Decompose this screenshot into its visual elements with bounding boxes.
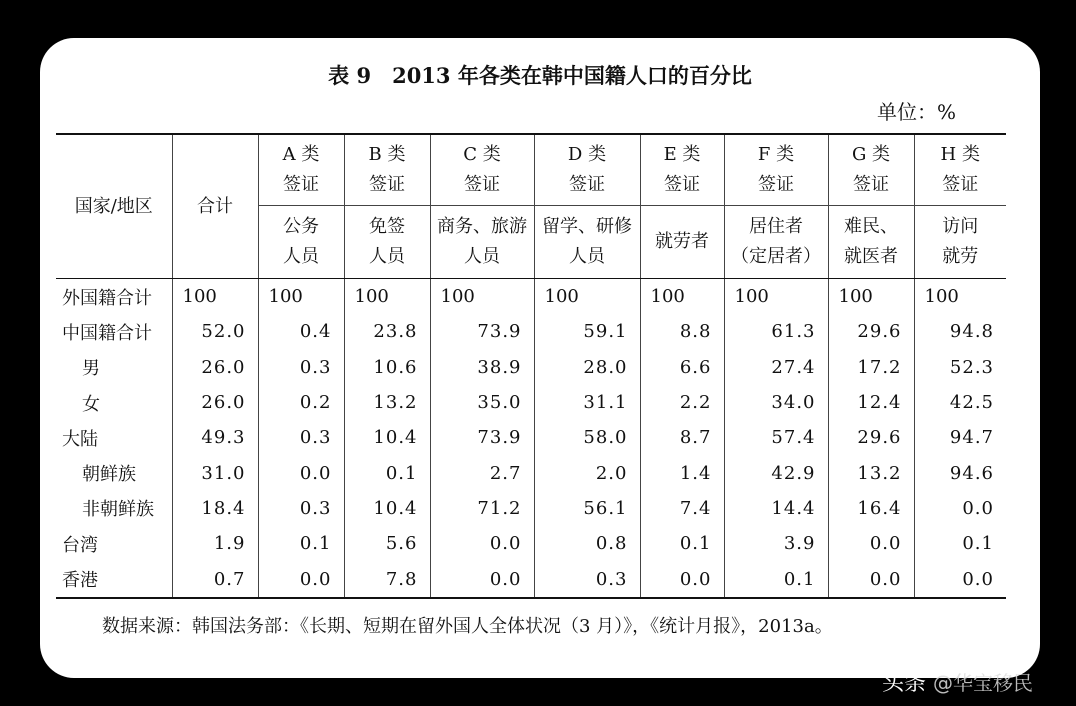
header-visa-d: D 类 签证 [534,134,640,206]
table-cell: 18.4 [172,491,258,526]
table-cell: 0.3 [258,491,344,526]
table-cell: 0.1 [258,526,344,561]
table-cell: 58.0 [534,420,640,455]
table-cell: 6.6 [640,350,724,385]
table-cell: 71.2 [430,491,534,526]
table-cell: 100 [640,279,724,315]
table-cell: 0.4 [258,314,344,349]
table-cell: 0.3 [534,561,640,597]
table-cell: 0.1 [344,455,430,490]
table-cell: 31.1 [534,385,640,420]
table-cell: 29.6 [828,420,914,455]
table-cell: 0.2 [258,385,344,420]
table-cell: 100 [724,279,828,315]
table-cell: 0.1 [640,526,724,561]
header-visa-g: G 类 签证 [828,134,914,206]
table-row [56,526,1006,561]
table-cell: 31.0 [172,455,258,490]
header-visa-h: H 类 签证 [914,134,1006,206]
table-cell: 3.9 [724,526,828,561]
header-visa-a: A 类 签证 [258,134,344,206]
table-cell: 100 [258,279,344,315]
table-cell: 100 [914,279,1006,315]
table-cell: 0.3 [258,420,344,455]
table-cell: 26.0 [172,385,258,420]
table-row [56,491,1006,526]
header-total: 合计 [172,134,258,279]
table-cell: 52.0 [172,314,258,349]
table-cell: 27.4 [724,350,828,385]
table-cell: 38.9 [430,350,534,385]
table-row [56,561,1006,597]
row-label: 台湾 [62,534,98,556]
table-cell: 0.0 [828,561,914,597]
table-cell: 28.0 [534,350,640,385]
table-cell: 34.0 [724,385,828,420]
table-cell: 14.4 [724,491,828,526]
table-cell: 23.8 [344,314,430,349]
table-cell: 73.9 [430,420,534,455]
header-desc-g: 难民、 就医者 [828,206,914,279]
table-cell: 10.6 [344,350,430,385]
table-cell: 26.0 [172,350,258,385]
table-row [56,350,1006,385]
watermark [882,666,1040,697]
table-cell: 2.2 [640,385,724,420]
table-cell: 35.0 [430,385,534,420]
row-label: 大陆 [62,428,98,450]
header-visa-c: C 类 签证 [430,134,534,206]
row-label: 香港 [62,570,98,592]
table-body [56,279,1006,598]
table-cell: 0.0 [914,491,1006,526]
table-cell: 100 [172,279,258,315]
header-row-visa-class [56,134,1006,206]
row-label: 中国籍合计 [62,322,152,344]
table-cell: 0.1 [724,561,828,597]
table-cell: 10.4 [344,491,430,526]
row-label: 女 [82,393,100,415]
row-label: 外国籍合计 [62,287,152,309]
table-cell: 56.1 [534,491,640,526]
header-visa-f: F 类 签证 [724,134,828,206]
table-cell: 100 [430,279,534,315]
table-cell: 12.4 [828,385,914,420]
watermark-handle: @华宝移民 [933,671,1034,695]
data-table [56,133,1006,599]
table-cell: 94.7 [914,420,1006,455]
row-label: 非朝鲜族 [82,499,154,521]
table-cell: 2.7 [430,455,534,490]
table-cell: 100 [534,279,640,315]
header-visa-b: B 类 签证 [344,134,430,206]
table-cell: 100 [828,279,914,315]
table-row [56,420,1006,455]
table-cell: 94.8 [914,314,1006,349]
table-cell: 0.0 [430,526,534,561]
table-cell: 0.0 [914,561,1006,597]
table-cell: 52.3 [914,350,1006,385]
table-cell: 0.0 [430,561,534,597]
table-cell: 49.3 [172,420,258,455]
table-cell: 61.3 [724,314,828,349]
table-cell: 42.9 [724,455,828,490]
table-cell: 8.8 [640,314,724,349]
table-cell: 0.3 [258,350,344,385]
table-cell: 10.4 [344,420,430,455]
table-cell: 0.7 [172,561,258,597]
table-title: 表 9 2013 年各类在韩中国籍人口的百分比 [328,63,752,88]
table-cell: 1.4 [640,455,724,490]
table-cell: 29.6 [828,314,914,349]
unit-label: 单位：% [876,100,956,124]
header-desc-e: 就劳者 [640,206,724,279]
table-cell: 13.2 [828,455,914,490]
table-cell: 0.1 [914,526,1006,561]
table-row [56,279,1006,315]
table-cell: 0.0 [640,561,724,597]
document-card [40,38,1040,678]
table-row [56,455,1006,490]
table-row [56,385,1006,420]
header-desc-h: 访问 就劳 [914,206,1006,279]
table-cell: 8.7 [640,420,724,455]
table-cell: 0.0 [828,526,914,561]
source-note: 数据来源：韩国法务部：《长期、短期在留外国人全体状况（3 月）》，《统计月报》，2013a。 [102,616,833,637]
table-cell: 59.1 [534,314,640,349]
row-label: 男 [82,358,100,380]
header-visa-e: E 类 签证 [640,134,724,206]
header-desc-c: 商务、旅游 人员 [430,206,534,279]
table-cell: 1.9 [172,526,258,561]
table-cell: 73.9 [430,314,534,349]
table-cell: 57.4 [724,420,828,455]
table-cell: 17.2 [828,350,914,385]
table-cell: 0.8 [534,526,640,561]
header-region: 国家/地区 [56,134,172,279]
row-label: 朝鲜族 [82,464,136,486]
table-row [56,314,1006,349]
table-cell: 2.0 [534,455,640,490]
header-desc-d: 留学、研修 人员 [534,206,640,279]
table-cell: 42.5 [914,385,1006,420]
table-cell: 5.6 [344,526,430,561]
table-cell: 13.2 [344,385,430,420]
table-cell: 7.4 [640,491,724,526]
watermark-prefix: 头条 [882,671,927,696]
header-desc-f: 居住者 （定居者） [724,206,828,279]
table-cell: 94.6 [914,455,1006,490]
table-cell: 0.0 [258,561,344,597]
table-cell: 16.4 [828,491,914,526]
table-cell: 0.0 [258,455,344,490]
table-cell: 7.8 [344,561,430,597]
table-cell: 100 [344,279,430,315]
header-desc-a: 公务 人员 [258,206,344,279]
header-desc-b: 免签 人员 [344,206,430,279]
